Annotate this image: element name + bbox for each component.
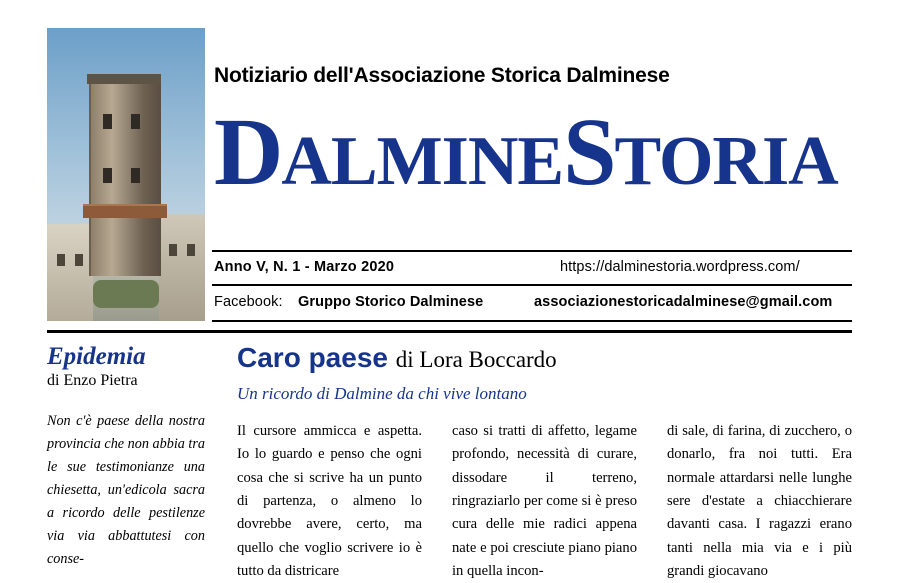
masthead-divider	[47, 330, 852, 333]
main-article-heading	[237, 344, 852, 372]
masthead-rule-bottom	[212, 320, 852, 322]
issue-info: Anno V, N. 1 - Marzo 2020	[214, 259, 395, 275]
content-area	[47, 342, 852, 580]
photo-window	[169, 244, 177, 256]
main-article-column-3: di sale, di farina, di zucchero, o donarlo, fra noi tutti. Era normale attardarsi nelle lunghe sere d'estate a chiacchierare davanti casa. I ragazzi erano tanti nella mia via e i più grandi giocavano	[667, 423, 852, 580]
photo-building-right	[159, 214, 205, 321]
photo-tower-window	[103, 168, 112, 183]
masthead-kicker: Notiziario dell'Associazione Storica Dalminese	[214, 64, 670, 87]
wordmark-rest-toria: TORIA	[614, 123, 838, 200]
photo-window	[75, 254, 83, 266]
masthead-text-block	[212, 28, 852, 321]
masthead-wordmark	[214, 98, 852, 205]
main-article-title: Caro paese	[237, 342, 388, 373]
left-article-body: Non c'è paese della nostra provincia che non abbia tra le sue testimonianze una chiesetta, un'edicola sacra a ricordo delle pestilenze via via abbattutesi con conse-	[47, 413, 205, 568]
contact-email[interactable]: associazionestoricadalminese@gmail.com	[534, 294, 833, 310]
photo-tower-balcony	[83, 204, 167, 218]
photo-tower-crown	[87, 74, 161, 84]
website-url[interactable]: https://dalminestoria.wordpress.com/	[560, 259, 800, 275]
wordmark-cap-s: S	[563, 98, 615, 205]
photo-shrub	[93, 280, 159, 308]
masthead-photo	[47, 28, 205, 321]
left-article-title: Epidemia	[47, 343, 146, 370]
photo-window	[57, 254, 65, 266]
photo-window	[187, 244, 195, 256]
masthead-rule-top	[212, 250, 852, 252]
main-article-column-2: caso si tratti di affetto, legame profondo, necessità di curare, dissodare il terreno, ringraziarlo per come si è preso cura delle mie radici appena nate e poi cresciute piano piano in quella incon-	[452, 423, 637, 580]
main-article-subtitle: Un ricordo di Dalmine da chi vive lontano	[237, 384, 527, 403]
left-article-byline: di Enzo Pietra	[47, 372, 138, 390]
photo-building-left	[47, 224, 93, 321]
masthead-rule-middle	[212, 284, 852, 286]
photo-tower-window	[131, 168, 140, 183]
photo-tower	[89, 80, 161, 276]
wordmark-rest-almine: ALMINE	[281, 123, 564, 200]
facebook-page-name[interactable]: Gruppo Storico Dalminese	[298, 294, 484, 310]
photo-tower-window	[103, 114, 112, 129]
main-article	[237, 342, 852, 580]
main-article-author: di Lora Boccardo	[395, 347, 557, 372]
facebook-label: Facebook:	[214, 294, 283, 310]
photo-tower-window	[131, 114, 140, 129]
main-article-columns	[237, 420, 852, 583]
wordmark-cap-d: D	[214, 98, 282, 205]
main-article-column-1: Il cursore ammicca e aspetta. Io lo guardo e penso che ogni cosa che si scrive ha un punto di partenza, o almeno lo dovrebbe avere, certo, ma quello che voglio scrivere io è tutto da districare	[237, 423, 422, 580]
left-article	[47, 344, 205, 571]
